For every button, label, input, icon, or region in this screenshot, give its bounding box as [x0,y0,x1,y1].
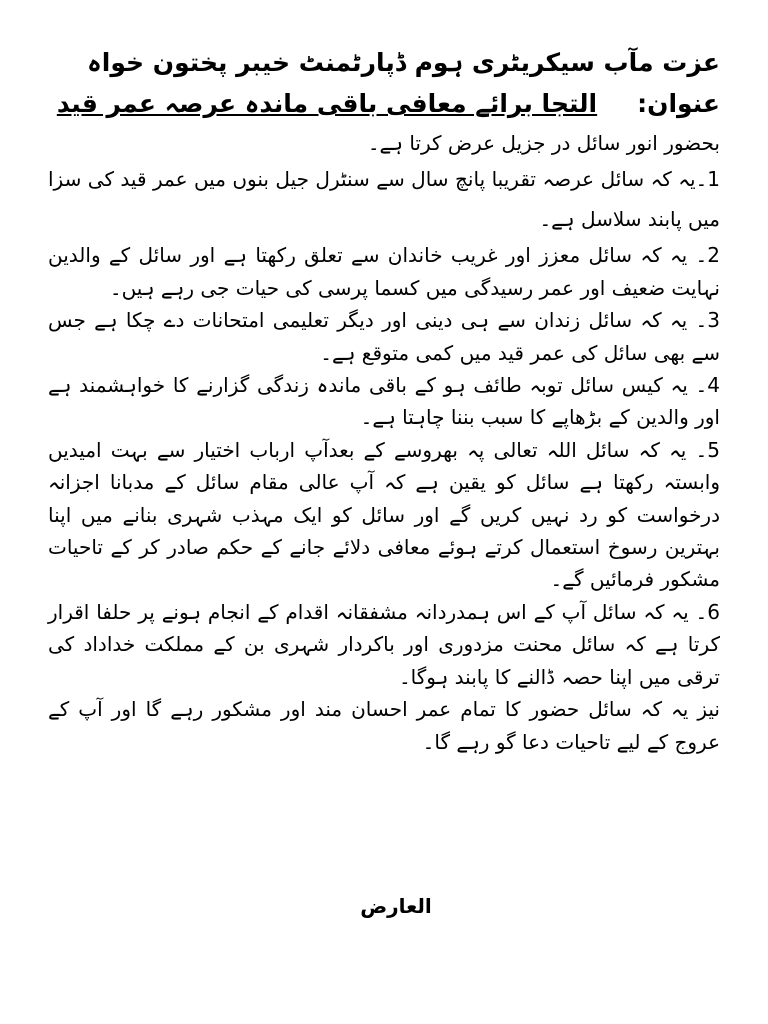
letter-paragraph: نیز یہ کہ سائل حضور کا تمام عمر احسان مند اور مشکور رہے گا اور آپ کے عروج کے لیے تاحیات دعا گو رہے گا۔ [48,697,720,754]
letter-subject [48,85,720,123]
letter-body [48,127,720,758]
letter-signature: العارض [360,894,432,918]
letter-paragraph: 1۔یہ کہ سائل عرصہ تقریبا پانچ سال سے سنٹرل جیل بنوں میں عمر قید کی سزا میں پابند سلاسل ہے۔ [48,167,720,232]
letter-paragraph: 3۔ یہ کہ سائل زندان سے ہی دینی اور دیگر تعلیمی امتحانات دے چکا ہے جس سے بھی سائل کی عمر قید میں کمی متوقع ہے۔ [48,308,720,365]
letter-intro: بحضور انور سائل در جزیل عرض کرتا ہے۔ [367,131,720,155]
letter-page [48,40,720,758]
letter-paragraph: 2۔ یہ کہ سائل معزز اور غریب خاندان سے تعلق رکھتا ہے اور سائل کے والدین نہایت ضعیف اور عمر رسیدگی میں کسما پرسی کی حیات جی رہے ہیں۔ [48,243,720,300]
letter-paragraph: 4۔ یہ کیس سائل توبہ طائف ہو کے باقی ماندہ زندگی گزارنے کا خواہشمند ہے اور والدین کے بڑھاپے کا سبب بننا چاہتا ہے۔ [48,373,720,430]
letter-title: عزت مآب سیکریٹری ہوم ڈپارٹمنٹ خیبر پختون خواہ [87,48,720,77]
subject-label: عنوان: [637,89,720,118]
letter-paragraph: 5۔ یہ کہ سائل اللہ تعالی پہ بھروسے کے بعدآپ ارباب اختیار سے بہت امیدیں وابستہ رکھتا ہے سائل کو یقین ہے کہ آپ عالی مقام سائل کے مدبانا اجزانہ درخواست کو رد نہیں کریں گے اور سائل کو ایک مہذب شہری بنانے میں اپنا بہترین رسوخ استعمال کرتے ہوئے معافی دلائے جانے کے حکم صادر کر کے تاحیات مشکور فرمائیں گے۔ [48,437,720,592]
letter-paragraph: 6۔ یہ کہ سائل آپ کے اس ہمدردانہ مشفقانہ اقدام کے انجام ہونے پر حلفا اقرار کرتا ہے کہ سائل محنت مزدوری اور باکردار شہری بن کے مملکت خداداد کی ترقی میں اپنا حصہ ڈالنے کا پابند ہوگا۔ [48,599,720,689]
subject-text: التجا برائے معافی باقی ماندہ عرصہ عمر قید [56,89,598,118]
